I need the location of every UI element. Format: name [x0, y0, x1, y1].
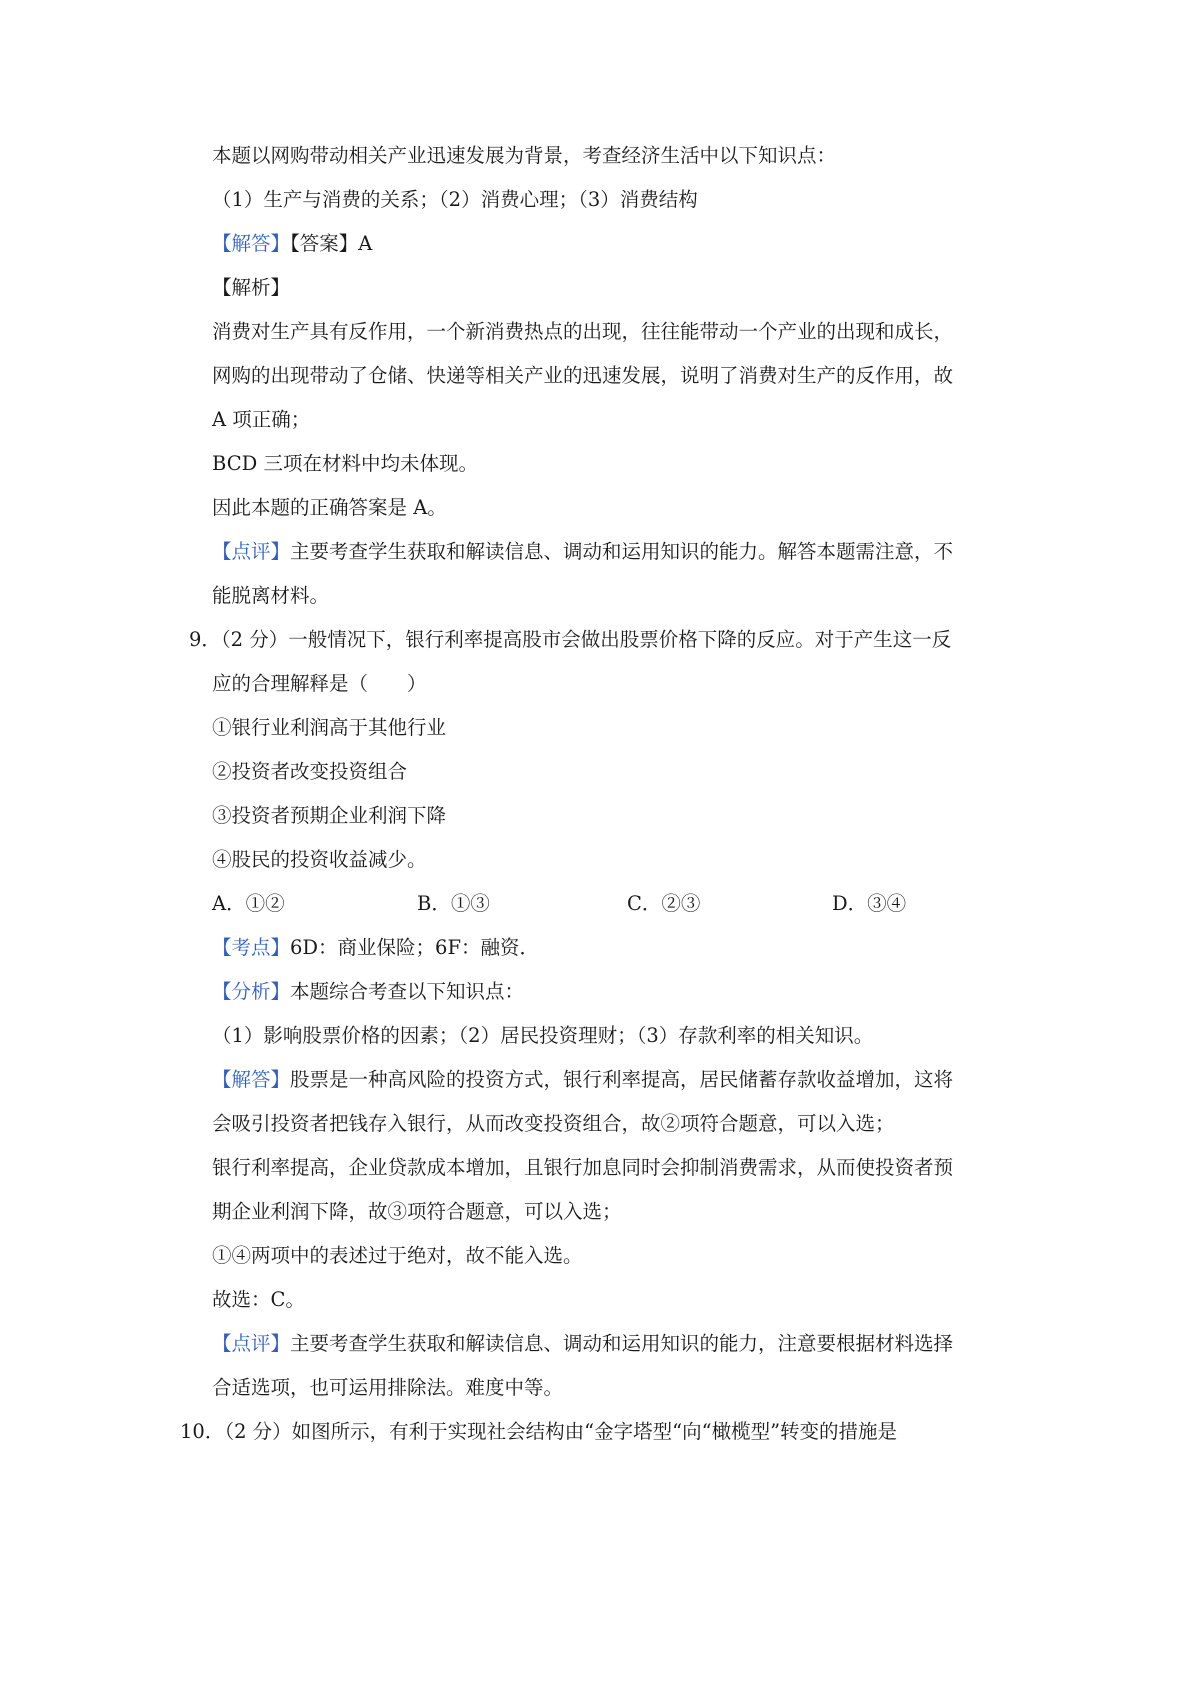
jieda-line-6: 故选：C。	[212, 1288, 305, 1311]
question-9-item-2: ②投资者改变投资组合	[212, 760, 408, 783]
dianping-tag: 【点评】	[212, 1332, 291, 1355]
fenxi-tag: 【分析】	[212, 980, 291, 1003]
option-d: D．③④	[832, 892, 907, 915]
comment-line-1	[212, 538, 953, 566]
fenxi-text: 本题综合考查以下知识点：	[290, 980, 525, 1003]
analysis-points: （1）生产与消费的关系；（2）消费心理；（3）消费结构	[212, 188, 698, 211]
question-9-stem-1: 9．（2 分）一般情况下，银行利率提高股市会做出股票价格下降的反应。对于产生这一反	[189, 628, 952, 651]
answer-line	[212, 230, 372, 258]
dianping-line-1	[212, 1330, 953, 1358]
question-10-stem-1: 10．（2 分）如图所示，有利于实现社会结构由“金字塔型“向“橄榄型”转变的措施是	[180, 1420, 898, 1443]
comment-line-2: 能脱离材料。	[212, 584, 330, 607]
jieda-line-2: 会吸引投资者把钱存入银行，从而改变投资组合，故②项符合题意，可以入选；	[212, 1112, 895, 1135]
explanation-line-1: 消费对生产具有反作用，一个新消费热点的出现，往往能带动一个产业的出现和成长，	[212, 320, 954, 343]
answer-text: 【答案】A	[290, 232, 373, 255]
jieda-line-1	[212, 1066, 953, 1094]
jieda-line-5: ①④两项中的表述过于绝对，故不能入选。	[212, 1244, 583, 1267]
explanation-line-2: 网购的出现带动了仓储、快递等相关产业的迅速发展，说明了消费对生产的反作用，故	[212, 364, 954, 387]
question-9-stem-2: 应的合理解释是（ ）	[212, 672, 427, 695]
dianping-line-2: 合适选项，也可运用排除法。难度中等。	[212, 1376, 564, 1399]
comment-tag: 【点评】	[212, 540, 291, 563]
jieda-text-1: 股票是一种高风险的投资方式，银行利率提高，居民储蓄存款收益增加，这将	[290, 1068, 954, 1091]
explanation-line-5: 因此本题的正确答案是 A。	[212, 496, 447, 519]
explanation-line-3: A 项正确；	[212, 408, 311, 431]
kaodian-line	[212, 934, 539, 962]
explanation-line-4: BCD 三项在材料中均未体现。	[212, 452, 478, 475]
jiexi-tag: 【解析】	[212, 276, 291, 299]
jieda-line-4: 期企业利润下降，故③项符合题意，可以入选；	[212, 1200, 622, 1223]
kaodian-text: 6D：商业保险；6F：融资．	[290, 936, 539, 959]
fenxi-line	[212, 978, 524, 1006]
analysis-intro: 本题以网购带动相关产业迅速发展为背景，考查经济生活中以下知识点：	[212, 144, 837, 167]
question-9-item-4: ④股民的投资收益减少。	[212, 848, 427, 871]
answer-tag: 【解答】	[212, 232, 291, 255]
option-b: B．①③	[417, 892, 490, 915]
option-a: A．①②	[212, 892, 285, 915]
dianping-text-1: 主要考查学生获取和解读信息、调动和运用知识的能力，注意要根据材料选择	[290, 1332, 954, 1355]
fenxi-points: （1）影响股票价格的因素；（2）居民投资理财；（3）存款利率的相关知识。	[212, 1024, 874, 1047]
comment-text: 主要考查学生获取和解读信息、调动和运用知识的能力。解答本题需注意，不	[290, 540, 954, 563]
jieda-tag: 【解答】	[212, 1068, 291, 1091]
question-9-item-1: ①银行业利润高于其他行业	[212, 716, 447, 739]
question-9-item-3: ③投资者预期企业利润下降	[212, 804, 447, 827]
option-c: C．②③	[627, 892, 701, 915]
kaodian-tag: 【考点】	[212, 936, 291, 959]
jieda-line-3: 银行利率提高，企业贷款成本增加，且银行加息同时会抑制消费需求，从而使投资者预	[212, 1156, 954, 1179]
